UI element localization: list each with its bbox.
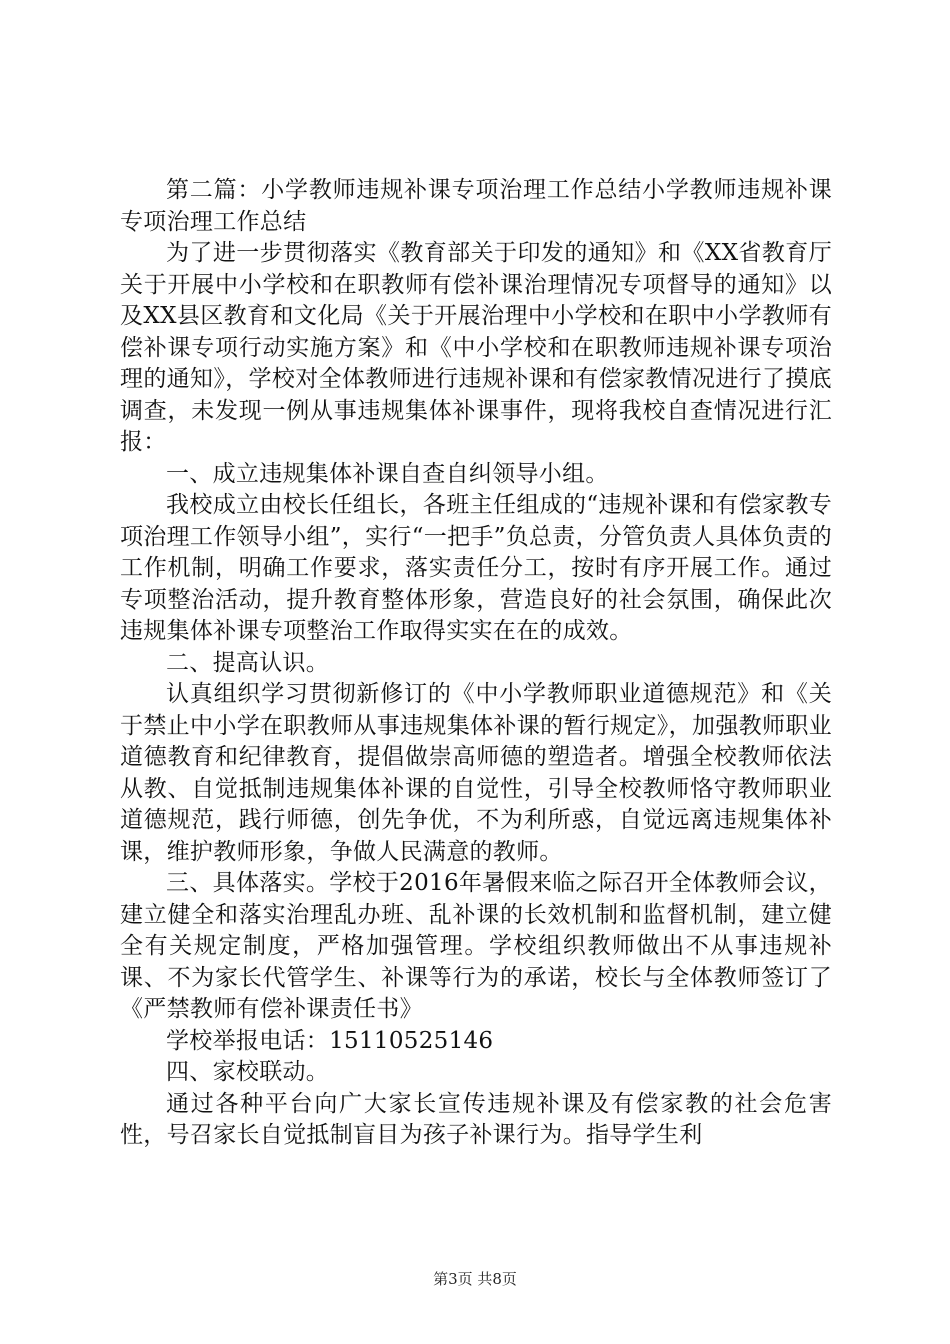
heading-leading-group: 一、成立违规集体补课自查自纠领导小组。 <box>166 460 609 487</box>
home-school-paragraph: 通过各种平台向广大家长宣传违规补课及有偿家教的社会危害性，号召家长自觉抵制盲目为孩子补课行为。指导学生利 <box>120 1090 832 1148</box>
awareness-paragraph: 认真组织学习贯彻新修订的《中小学教师职业道德规范》和《关于禁止中小学在职教师从事违规集体补课的暂行规定》，加强教师职业道德教育和纪律教育，提倡做崇高师德的塑造者。增强全校教师依法从教、自觉抵制违规集体补课的自觉性，引导全校教师恪守教师职业道德规范，践行师德，创先争优，不为利所惑，自觉远离违规集体补课，维护教师形象，争做人民满意的教师。 <box>120 681 832 865</box>
leading-group-paragraph: 我校成立由校长任组长，各班主任组成的“违规补课和有偿家教专项治理工作领导小组”，实行“一把手”负总责，分管负责人具体负责的工作机制，明确工作要求，落实责任分工，按时有序开展工作。通过专项整治活动，提升教育整体形象，营造良好的社会氛围，确保此次违规集体补课专项整治工作取得实实在在的成效。 <box>120 492 832 644</box>
intro-paragraph: 为了进一步贯彻落实《教育部关于印发的通知》和《XX省教育厅关于开展中小学校和在职教师有偿补课治理情况专项督导的通知》以及XX县区教育和文化局《关于开展治理中小学校和在职中小学教师有偿补课专项行动实施方案》和《中小学校和在职教师违规补课专项治理的通知》，学校对全体教师进行违规补课和有偿家教情况进行了摸底调查，未发现一例从事违规集体补课事件，现将我校自查情况进行汇报： <box>120 240 832 455</box>
report-phone-line: 学校举报电话：15110525146 <box>166 1027 494 1054</box>
implementation-paragraph: 三、具体落实。学校于2016年暑假来临之际召开全体教师会议，建立健全和落实治理乱办班、乱补课的长效机制和监督机制，建立健全有关规定制度，严格加强管理。学校组织教师做出不从事违规补课、不为家长代管学生、补课等行为的承诺，校长与全体教师签订了《严禁教师有偿补课责任书》 <box>120 870 832 1022</box>
heading-awareness: 二、提高认识。 <box>166 649 330 676</box>
section-title: 第二篇：小学教师违规补课专项治理工作总结小学教师违规补课专项治理工作总结 <box>120 177 832 235</box>
heading-home-school: 四、家校联动。 <box>166 1059 330 1085</box>
page-number-footer: 第3页 共8页 <box>433 1270 517 1288</box>
document-body <box>120 175 832 1152</box>
